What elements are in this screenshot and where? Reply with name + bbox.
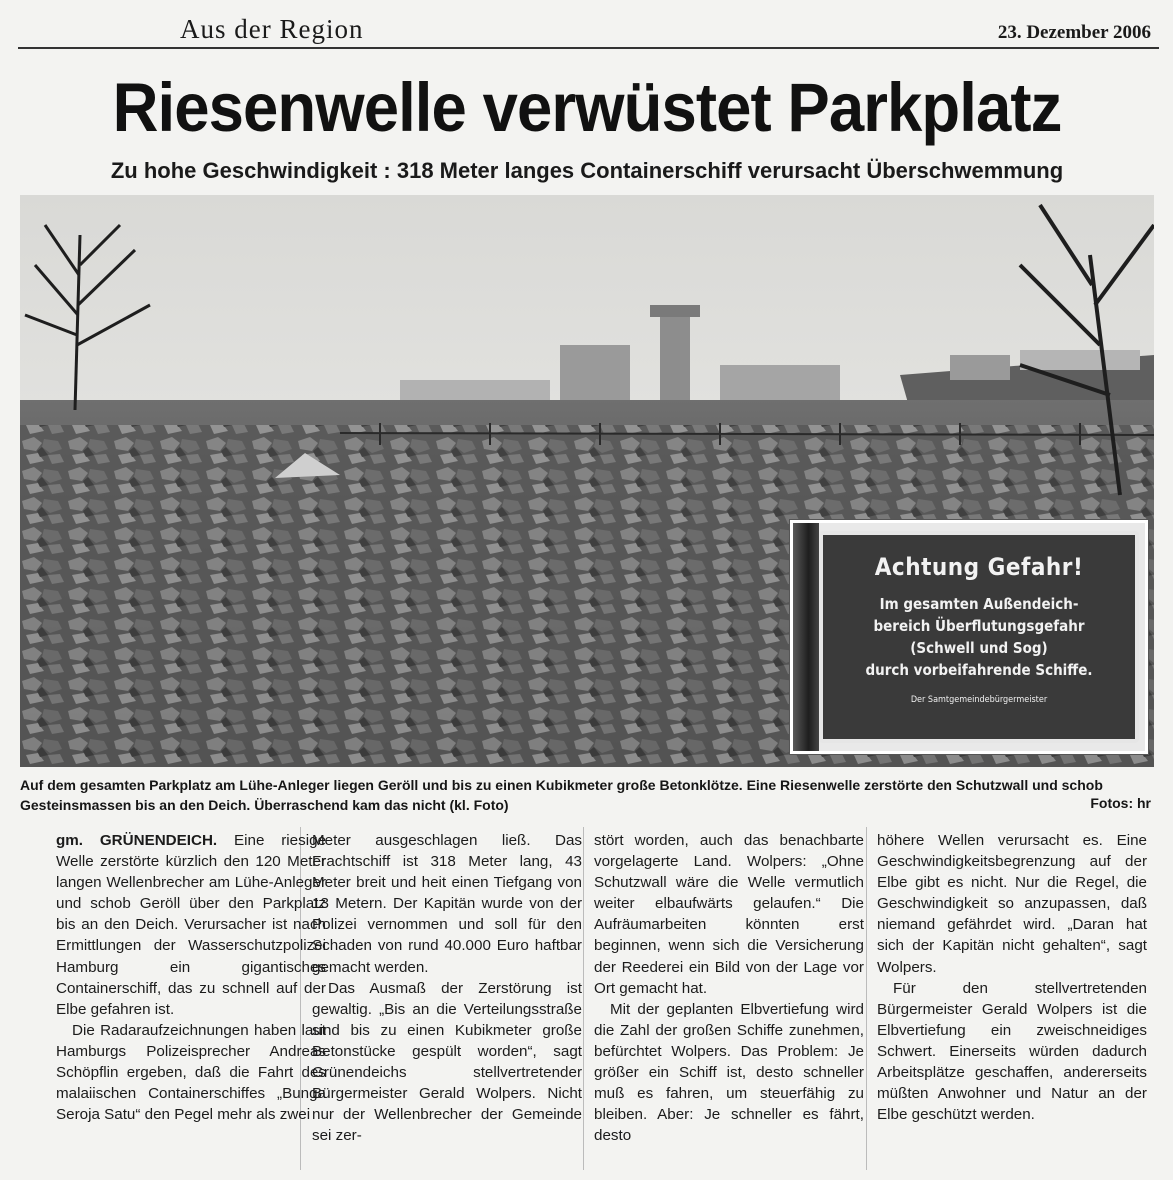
warning-sign-inset-photo bbox=[790, 520, 1148, 754]
article-paragraph: Mit der geplanten Elbvertiefung wird die Zahl der großen Schiffe zunehmen, befürchtet Wolpers. Das Problem: Je größer ein Schiff ist, desto schneller muß es fahren, um steuerfähig zu bleiben. Aber: Je schneller es fährt, desto bbox=[594, 1000, 864, 1145]
warning-sign bbox=[819, 531, 1139, 743]
article-paragraph: Für den stellvertretenden Bürgermeister Gerald Wolpers ist die Elbvertiefung ein zweischneidiges Schwert. Einerseits würden dadurch Arbeitsplätze geschaffen, andererseits müßten Anwohner und Natur an der Elbe geschützt werden. bbox=[877, 979, 1147, 1124]
column-divider bbox=[866, 827, 867, 1170]
header-rule bbox=[18, 47, 1159, 49]
section-title: Aus der Region bbox=[180, 14, 364, 44]
article-column-4 bbox=[877, 830, 1147, 1125]
article-paragraph: Meter ausgeschlagen ließ. Das Frachtschiff ist 318 Meter lang, 43 Meter breit und heit einen Tiefgang von 13 Metern. Der Kapitän wurde von der Polizei vernommen und soll für den Schaden von rund 40.000 Euro haftbar gemacht werden. bbox=[312, 832, 582, 976]
sign-text bbox=[823, 593, 1135, 681]
dateline: gm. GRÜNENDEICH. bbox=[56, 832, 218, 849]
article-paragraph bbox=[56, 830, 326, 1020]
article-paragraph: Das Ausmaß der Zerstörung ist gewaltig. „Bis an die Verteilungsstraße sind bis zu einen Kubikmeter große Betonstücke gespült worden“, sagt Grünendeichs stellvertretender Bürgermeister Gerald Wolpers. Nicht nur der Wellenbrecher der Gemeinde sei zer- bbox=[312, 979, 582, 1145]
sign-line: (Schwell und Sog) bbox=[910, 639, 1048, 657]
sign-line: bereich Überflutungsgefahr bbox=[873, 617, 1085, 635]
sign-pole bbox=[793, 523, 819, 751]
subheadline: Zu hohe Geschwindigkeit : 318 Meter langes Containerschiff verursacht Überschwemmung bbox=[110, 158, 1064, 183]
article-column-3 bbox=[594, 830, 864, 1146]
article-paragraph: höhere Wellen verursacht es. Eine Geschwindigkeitsbegrenzung auf der Elbe gibt es nicht. Nur die Regel, die Geschwindigkeit so anzupassen, daß niemand gefährdet wird. „Daran hat sich der Kapitän nicht gehalten“, sagt Wolpers. bbox=[877, 832, 1147, 976]
paragraph-text: Eine riesige Welle zerstörte kürzlich den 120 Meter langen Wellenbrecher am Lühe-Anleger und schob Geröll über den Parkplatz bis an den Deich. Verursacher ist nach Ermittlungen der Wasserschutzpolizei Hamburg ein gigantisches Containerschiff, das zu schnell auf der Elbe gefahren ist. bbox=[56, 832, 326, 1018]
article-column-1 bbox=[56, 830, 326, 1125]
column-divider bbox=[583, 827, 584, 1170]
issue-date: 23. Dezember 2006 bbox=[997, 22, 1151, 43]
article-column-2 bbox=[312, 830, 582, 1146]
article-paragraph: Die Radaraufzeichnungen haben laut Hamburgs Polizeisprecher Andreas Schöpflin ergeben, daß die Fahrt des malaiischen Containerschiffes „Bunga Seroja Satu“ den Pegel mehr als zwei bbox=[56, 1021, 326, 1124]
sign-title: Achtung Gefahr! bbox=[874, 553, 1084, 581]
headline: Riesenwelle verwüstet Parkplatz bbox=[112, 69, 1062, 146]
sign-footer: Der Samtgemeindebürgermeister bbox=[910, 695, 1048, 705]
photo-credit: Fotos: hr bbox=[1090, 795, 1151, 811]
photo-caption: Auf dem gesamten Parkplatz am Lühe-Anleger liegen Geröll und bis zu einen Kubikmeter große Betonklötze. Eine Riesenwelle zerstörte den Schutzwall und schob Gesteinsmassen bis an den Deich. Überraschend kam das nicht (kl. Foto) bbox=[20, 777, 1103, 813]
article-paragraph: stört worden, auch das benachbarte vorgelagerte Land. Wolpers: „Ohne Schutzwall wäre die Welle vermutlich weiter elbaufwärts gelaufen.“ Die Aufräumarbeiten könnten erst beginnen, wenn sich die Versicherung der Reederei ein Bild von der Lage vor Ort gemacht hat. bbox=[594, 832, 864, 997]
sign-line: durch vorbeifahrende Schiffe. bbox=[865, 661, 1093, 679]
sign-line: Im gesamten Außendeich- bbox=[879, 595, 1079, 613]
